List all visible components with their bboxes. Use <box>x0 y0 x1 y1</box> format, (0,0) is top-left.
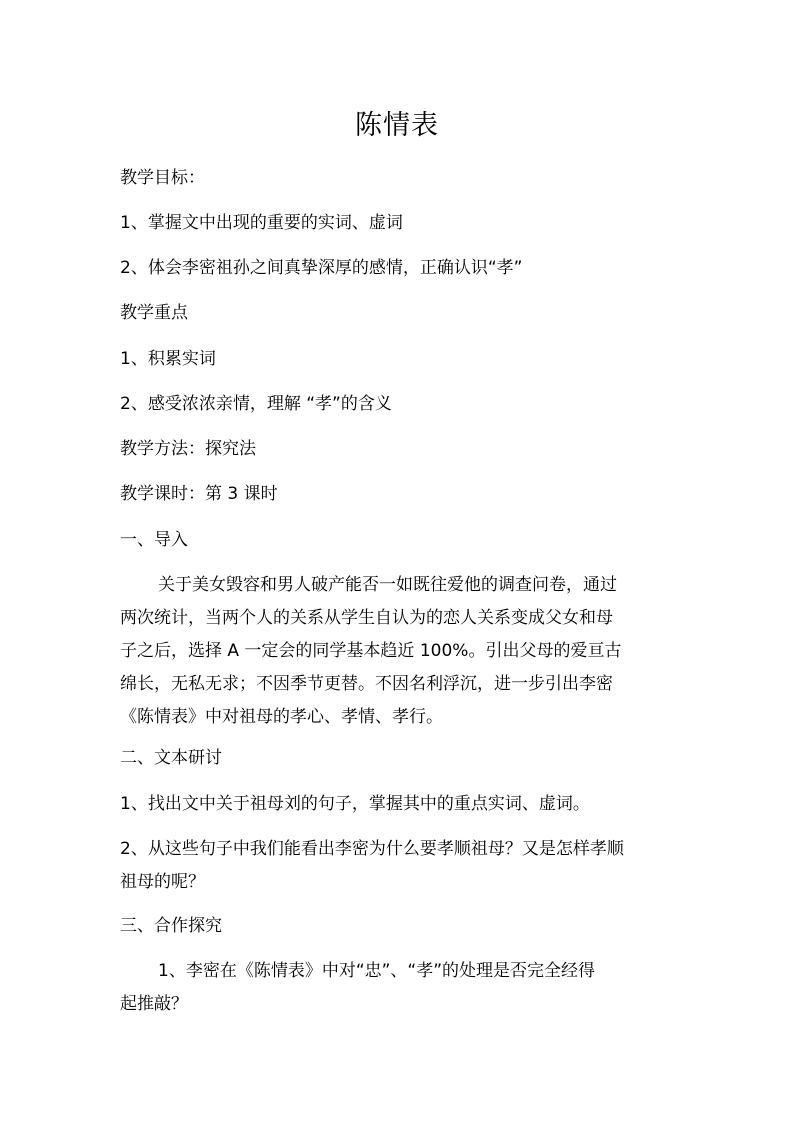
intro-line: 两次统计，当两个人的关系从学生自认为的恋人关系变成父女和母 <box>120 608 613 628</box>
page-title: 陈情表 <box>355 110 439 141</box>
inquiry-item-1-line: 1、李密在《陈情表》中对“忠”、“孝”的处理是否完全经得 <box>158 961 596 981</box>
objective-item-1: 1、掌握文中出现的重要的实词、虚词 <box>120 213 403 233</box>
objectives-heading: 教学目标： <box>120 168 205 188</box>
focus-item-2: 2、感受浓浓亲情，理解 “孝”的含义 <box>120 394 392 414</box>
section-2-heading: 二、文本研讨 <box>120 748 222 768</box>
inquiry-item-1 <box>120 955 680 1021</box>
section-3-heading: 三、合作探究 <box>120 916 222 936</box>
study-item-2-line: 2、从这些句子中我们能看出李密为什么要孝顺祖母？又是怎样孝顺 <box>120 839 624 859</box>
objective-item-2: 2、体会李密祖孙之间真挚深厚的感情，正确认识“孝” <box>120 258 523 278</box>
intro-line: 《陈情表》中对祖母的孝心、孝情、孝行。 <box>120 707 443 727</box>
intro-line: 子之后，选择 A 一定会的同学基本趋近 100%。引出父母的爱亘古 <box>120 641 622 661</box>
study-item-2-line: 祖母的呢？ <box>120 872 205 892</box>
study-item-1: 1、找出文中关于祖母刘的句子，掌握其中的重点实词、虚词。 <box>120 794 590 814</box>
focus-heading: 教学重点 <box>120 303 188 323</box>
section-1-heading: 一、导入 <box>120 530 188 550</box>
inquiry-item-1-line: 起推敲？ <box>120 994 188 1014</box>
intro-paragraph <box>120 569 680 734</box>
lesson-hours: 教学课时：第 3 课时 <box>120 484 278 504</box>
study-item-2 <box>120 833 680 899</box>
focus-item-1: 1、积累实词 <box>120 349 216 369</box>
teaching-method: 教学方法：探究法 <box>120 439 256 459</box>
intro-line: 关于美女毁容和男人破产能否一如既往爱他的调查问卷，通过 <box>158 575 617 595</box>
intro-line: 绵长，无私无求；不因季节更替。不因名利浮沉，进一步引出李密 <box>120 674 613 694</box>
